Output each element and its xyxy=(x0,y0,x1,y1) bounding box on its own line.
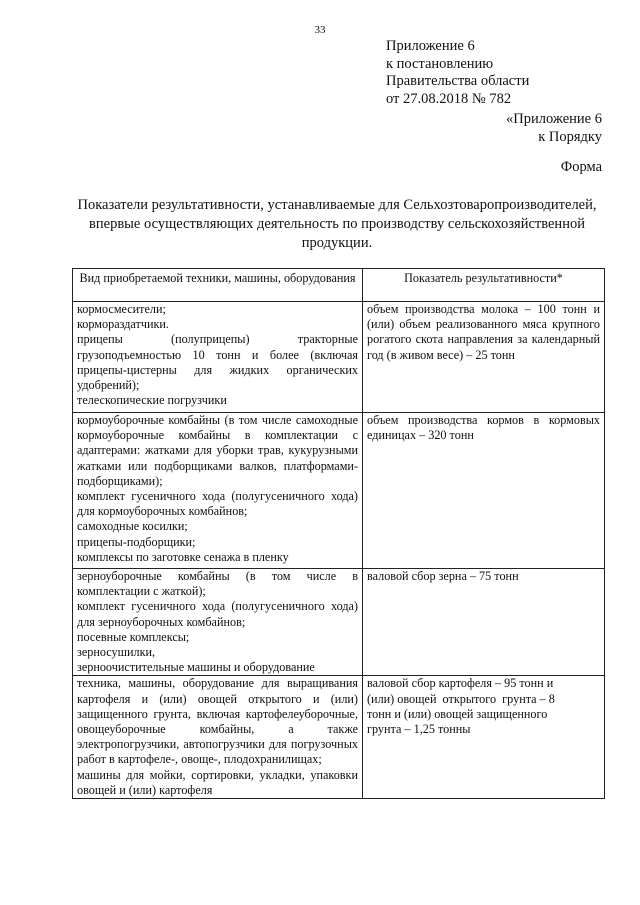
equipment-cell xyxy=(73,569,363,676)
page-number: 33 xyxy=(314,24,326,36)
approval-line: Правительства области xyxy=(386,73,530,89)
indicator-line: (или) овощей открытого грунта – 8 xyxy=(367,691,555,706)
equipment-item: прицепы-подборщики; xyxy=(77,534,196,549)
equipment-item: комплект гусеничного хода (полугусеничного хода) для зерноуборочных комбайнов; xyxy=(77,599,358,629)
table-header-row xyxy=(73,269,605,302)
equipment-item: самоходные косилки; xyxy=(77,519,188,534)
indicator-line: валовой сбор картофеля – 95 тонн и xyxy=(367,676,554,691)
approval-line: Приложение 6 xyxy=(386,38,475,54)
indicator-line: тонн и (или) овощей защищенного xyxy=(367,706,548,721)
equipment-cell xyxy=(73,413,363,569)
table-row xyxy=(73,413,605,569)
header-equipment: Вид приобретаемой техники, машины, оборудования xyxy=(73,269,363,302)
appendix-ref-line: «Приложение 6 xyxy=(506,111,602,127)
approval-line: к постановлению xyxy=(386,55,494,72)
equipment-item: прицепы (полуприцепы) тракторные грузоподъемностью 10 тонн и более (включая прицепы-цистерны для жидких органических удобрений); xyxy=(77,332,358,393)
equipment-cell xyxy=(73,676,363,799)
header-indicator: Показатель результативности* xyxy=(363,269,605,302)
equipment-item: кормораздатчики. xyxy=(77,317,169,332)
table-row xyxy=(73,569,605,676)
appendix-reference xyxy=(506,110,602,146)
equipment-item: комплект гусеничного хода (полугусеничного хода) для кормоуборочных комбайнов; xyxy=(77,489,358,519)
appendix-ref-line: к Порядку xyxy=(538,129,602,145)
form-label: Форма xyxy=(560,159,602,175)
indicators-table xyxy=(72,268,605,799)
equipment-item: телескопические погрузчики xyxy=(77,393,227,408)
indicator-line: грунта – 1,25 тонны xyxy=(367,722,471,737)
equipment-item: кормоуборочные комбайны (в том числе самоходные кормоуборочные комбайны в комплектации с адаптерами: жатками для уборки трав, кукурузными жатками или подборщиками валков, платформами-подборщиками); xyxy=(77,413,358,488)
indicator-cell xyxy=(363,676,605,799)
approval-block xyxy=(386,38,529,108)
equipment-item: машины для мойки, сортировки, укладки, упаковки овощей и (или) картофеля xyxy=(77,767,358,797)
indicator-cell: валовой сбор зерна – 75 тонн xyxy=(363,569,605,676)
equipment-cell xyxy=(73,302,363,413)
equipment-item: зерноочистительные машины и оборудование xyxy=(77,660,315,675)
indicator-cell: объем производства молока – 100 тонн и (или) объем реализованного мяса крупного рогатого скота направления за календарный год (в живом весе) – 25 тонн xyxy=(363,302,605,413)
equipment-item: зерносушилки, xyxy=(77,645,156,660)
table-row xyxy=(73,676,605,799)
table-row xyxy=(73,302,605,413)
indicator-cell: объем производства кормов в кормовых единицах – 320 тонн xyxy=(363,413,605,569)
equipment-item: комплексы по заготовке сенажа в пленку xyxy=(77,549,289,564)
equipment-item: кормосмесители; xyxy=(77,302,166,316)
equipment-item: техника, машины, оборудование для выращивания картофеля и (или) овощей открытого и (или) защищенного грунта, включая картофелеуборочные, овощеуборочные комбайны, а также электропогрузчики, автопогрузчики для погрузочных работ в картофеле-, овоще-, плодохранилищах; xyxy=(77,676,358,767)
equipment-item: посевные комплексы; xyxy=(77,629,190,644)
document-heading: Показатели результативности, устанавливаемые для Сельхозтоваропроизводителей, впервые осуществляющих деятельность по производству сельскохозяйственной продукции. xyxy=(77,197,597,251)
equipment-item: зерноуборочные комбайны (в том числе в комплектации с жаткой); xyxy=(77,569,358,599)
approval-line: от 27.08.2018 № 782 xyxy=(386,90,512,107)
